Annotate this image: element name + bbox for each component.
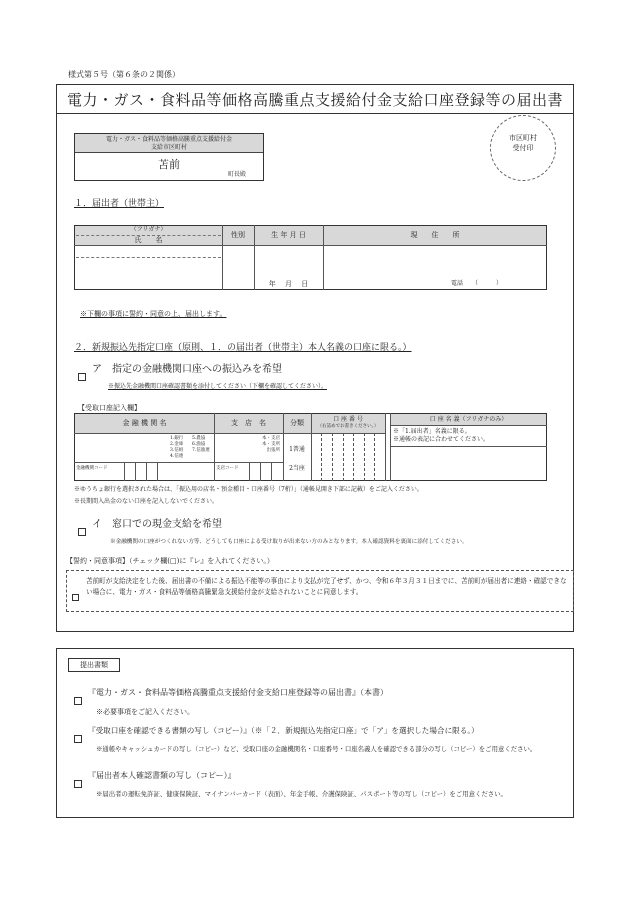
form-title: 電力・ガス・食料品等価格高騰重点支援給付金支給口座登録等の届出書 xyxy=(66,91,563,109)
name-label: 氏 名 xyxy=(134,236,163,244)
branch-code-label: 支店コード xyxy=(216,466,239,471)
doc-1-note: ※必要事項をご記入ください。 xyxy=(96,708,194,716)
pledge-checkbox[interactable] xyxy=(72,586,79,605)
account-sub: （右詰めでお書きください。） xyxy=(317,424,379,429)
no-transaction-note: ※長期間入出金のない口座を記入しないでください。 xyxy=(74,498,219,505)
furigana-input[interactable] xyxy=(76,248,220,256)
gender-input[interactable] xyxy=(224,248,252,288)
addressee-line2: 支給市区町村 xyxy=(150,144,187,151)
doc-3-note: ※届出者の運転免許証、健康保険証、マイナンバーカード（表面）、年金手帳、介護保険証、パスポート等の写し（コピー）をご用意ください。 xyxy=(96,790,507,798)
addressee-town: 苫前 xyxy=(158,158,180,171)
account-number-input[interactable] xyxy=(312,434,384,480)
docs-label: 提出書類 xyxy=(68,658,120,672)
holder-note1: ※「1.届出者」名義に限る。 xyxy=(393,428,471,435)
addressee-line1: 電力・ガス・食料品等価格高騰重点支援給付金 xyxy=(105,136,232,143)
type-option-1[interactable]: 1普通 xyxy=(289,446,305,453)
phone-label: 電話 （ ） xyxy=(451,280,503,287)
pledge-text: 苫前町が支給決定をした後、届出書の不備による振込不能等の事由により支払が完了せず、かつ、令和６年３月３１日までに、苫前町が届出者に連絡・確認できない場合に、電力・ガス・食料品等価格高騰緊急支援給付金が支給されないことに同意します。 xyxy=(86,577,567,596)
stamp-line2: 受付印 xyxy=(512,144,534,152)
section1-heading: １．届出者（世帯主） xyxy=(74,199,165,209)
bank-types-col1: 1.銀行 2.金庫 3.信組 4.信連 xyxy=(170,436,184,459)
holder-note2: ※通帳の表記に合わせてください。 xyxy=(393,436,490,443)
option-a-checkbox[interactable] xyxy=(78,366,86,385)
doc-1-checkbox[interactable] xyxy=(74,690,82,709)
yucho-note: ※ゆうちょ銀行を選択された場合は、「振込用の店名・預金種目・口座番号（7桁）」（通帳見開き下部に記載）をご記入ください。 xyxy=(74,486,423,493)
option-b-checkbox[interactable] xyxy=(78,521,86,540)
furigana-label: （フリガナ） xyxy=(130,226,167,233)
doc-2-checkbox[interactable] xyxy=(74,728,82,747)
holder-header: 口 座 名 義（フリガナのみ） xyxy=(429,416,508,423)
type-header: 分類 xyxy=(290,419,304,427)
address-label: 現 住 所 xyxy=(410,231,460,239)
consent-note: ※下欄の事項に誓約・同意の上、届出します。 xyxy=(80,310,227,318)
account-holder-input[interactable] xyxy=(392,448,545,480)
branch-name-input[interactable] xyxy=(216,435,256,461)
addressee-suffix: 町長殿 xyxy=(228,171,247,178)
option-b-note: ※金融機関の口座がつくれない方等、どうしても口座による受け取りが出来ない方のみとなります。本人確認資料を裏面に添付してください。 xyxy=(110,539,468,545)
birthdate-input[interactable] xyxy=(256,248,321,278)
branch-header: 支 店 名 xyxy=(231,419,266,427)
bank-box-label: 【受取口座記入欄】 xyxy=(78,404,141,412)
gender-label: 性別 xyxy=(231,231,245,239)
stamp-line1: 市区町村 xyxy=(509,134,537,142)
bank-name-header: 金 融 機 関 名 xyxy=(122,419,167,427)
doc-3-title: 『届出者本人確認書類の写し（コピー）』 xyxy=(88,771,236,780)
doc-2-note: ※通帳やキャッシュカードの写し（コピー）など、受取口座の金融機関名・口座番号・口座名義人を確認できる部分の写し（コピー）をご用意ください。 xyxy=(96,745,537,753)
type-option-2[interactable]: 2当座 xyxy=(289,465,305,472)
name-input[interactable] xyxy=(76,260,220,288)
bank-types-col2: 5.農協 6.漁協 7.信漁連 xyxy=(192,436,210,453)
doc-2-title: 『受取口座を確認できる書類の写し（コピー）』（※「２．新規振込先指定口座」で「ア」を選択した場合に限る。） xyxy=(88,726,479,735)
bank-name-input[interactable] xyxy=(76,435,168,461)
doc-1-title: 『電力・ガス・食料品等価格高騰重点支援給付金支給口座登録等の届出書』（本書） xyxy=(88,688,388,697)
birthdate-label: 生 年 月 日 xyxy=(271,231,306,239)
option-a-note: ※振込先金融機関口座確認書類を添付してください（下欄を確認してください）。 xyxy=(108,383,328,390)
address-input[interactable] xyxy=(325,248,545,278)
option-a-label: ア 指定の金融機関口座への振込みを希望 xyxy=(92,364,282,375)
form-number: 様式第５号（第６条の２関係） xyxy=(68,70,180,79)
account-header: 口 座 番 号 xyxy=(333,416,363,423)
branch-types: 本・支店 本・支所 出張所 xyxy=(262,436,280,453)
bank-code-label: 金融機関コード xyxy=(76,466,108,471)
section2-heading: ２．新規振込先指定口座（原則、１．の届出者（世帯主）本人名義の口座に限る。） xyxy=(74,343,412,353)
option-b-label: イ 窓口での現金支給を希望 xyxy=(92,519,222,530)
birthdate-ymd: 年 月 日 xyxy=(268,280,309,288)
pledge-heading: 【誓約・同意事項】（チェック欄(□)に『レ』を入れてください。） xyxy=(66,557,274,565)
doc-3-checkbox[interactable] xyxy=(74,773,82,792)
